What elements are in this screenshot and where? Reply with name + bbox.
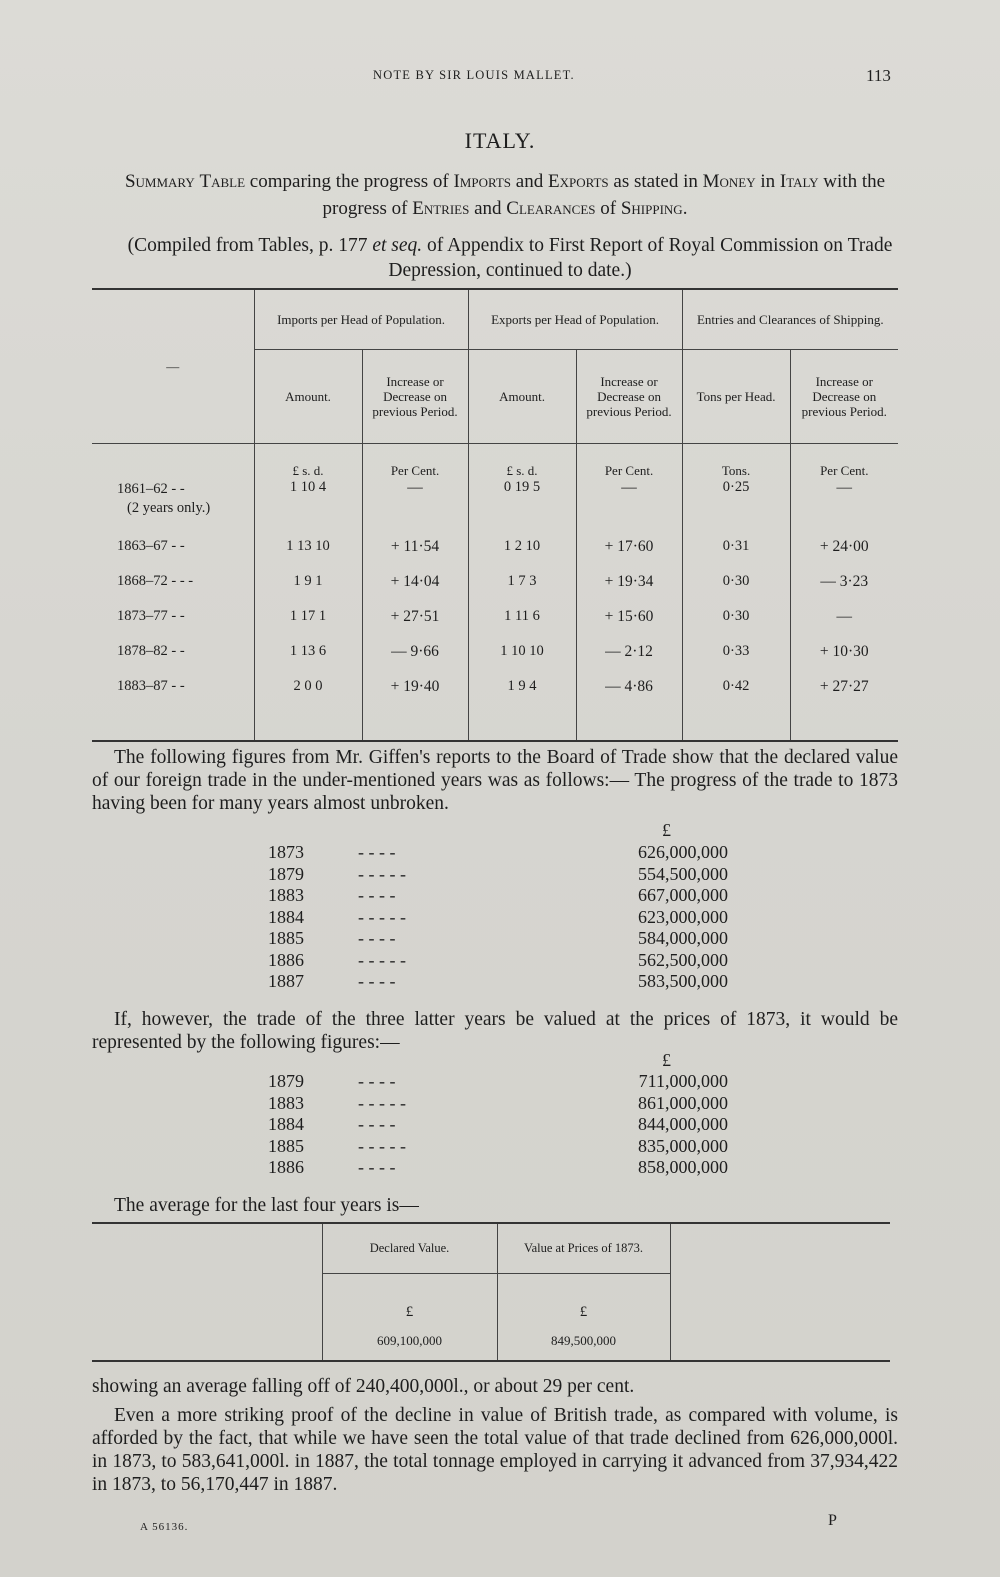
list-item: 1883 - - - - - 861,000,000 <box>268 1092 728 1113</box>
currency-symbol: £ <box>322 1273 497 1321</box>
period-label: 1878–82 - - <box>117 643 185 659</box>
imports-change: + 11·54 <box>362 529 468 564</box>
unit-label: Per Cent. <box>790 443 898 479</box>
exports-amount: 0 19 5 <box>468 479 576 529</box>
exports-change: + 17·60 <box>576 529 682 564</box>
imports-amount: 1 13 6 <box>254 634 362 669</box>
subheader: Tons per Head. <box>682 349 790 443</box>
section-title: ITALY. <box>464 128 536 153</box>
period-label: 1868–72 - - - <box>117 573 194 589</box>
table-row <box>92 564 898 599</box>
imports-change: — <box>362 479 468 529</box>
list-item: 1887 - - - - 583,500,000 <box>268 971 728 991</box>
currency-heading: £ <box>662 1050 671 1070</box>
prices-1873-header: Value at Prices of 1873. <box>497 1223 670 1273</box>
subheader: Amount. <box>468 349 576 443</box>
imports-change: — 9·66 <box>362 634 468 669</box>
currency-heading: £ <box>662 820 671 840</box>
unit-label: Tons. <box>682 443 790 479</box>
unit-label: Per Cent. <box>576 443 682 479</box>
running-title: NOTE BY SIR LOUIS MALLET. <box>373 68 575 82</box>
period-label: 1861–62 - - <box>117 481 185 497</box>
group-imports: Imports per Head of Population. <box>254 289 468 349</box>
period-label: 1883–87 - - <box>117 678 185 694</box>
subheader: Increase or Decrease on previous Period. <box>362 349 468 443</box>
table-row <box>92 599 898 634</box>
unit-label: £ s. d. <box>254 443 362 479</box>
period-label: 1863–67 - - <box>117 538 185 554</box>
list-item: 1883 - - - - 667,000,000 <box>268 885 728 905</box>
exports-amount: 1 2 10 <box>468 529 576 564</box>
signature-mark: P <box>828 1512 837 1529</box>
tons-per-head: 0·33 <box>682 634 790 669</box>
exports-amount: 1 9 4 <box>468 669 576 704</box>
exports-amount: 1 11 6 <box>468 599 576 634</box>
page-number: 113 <box>866 66 891 85</box>
imports-change: + 27·51 <box>362 599 468 634</box>
imports-change: + 14·04 <box>362 564 468 599</box>
declared-values-list <box>268 842 728 993</box>
tons-change: — 3·23 <box>790 564 898 599</box>
imports-amount: 1 17 1 <box>254 599 362 634</box>
imports-amount: 2 0 0 <box>254 669 362 704</box>
tons-change: — <box>790 599 898 634</box>
tons-change: + 24·00 <box>790 529 898 564</box>
corner-dash: — <box>92 289 254 443</box>
list-item: 1886 - - - - - 562,500,000 <box>268 949 728 970</box>
exports-change: + 19·34 <box>576 564 682 599</box>
exports-amount: 1 10 10 <box>468 634 576 669</box>
list-item: 1879 - - - - - 554,500,000 <box>268 863 728 884</box>
unit-label: Per Cent. <box>362 443 468 479</box>
exports-change: — 2·12 <box>576 634 682 669</box>
paragraph-prices-1873: If, however, the trade of the three latter years be valued at the prices of 1873, it would be represented by the following figures:— <box>92 1009 898 1053</box>
exports-change: — <box>576 479 682 529</box>
tons-per-head: 0·31 <box>682 529 790 564</box>
tons-per-head: 0·25 <box>682 479 790 529</box>
table-row <box>92 479 898 529</box>
tons-change: + 10·30 <box>790 634 898 669</box>
list-item: 1884 - - - - 844,000,000 <box>268 1114 728 1134</box>
table-row <box>92 634 898 669</box>
list-item: 1879 - - - - 711,000,000 <box>268 1071 728 1091</box>
currency-symbol: £ <box>497 1273 670 1321</box>
period-note: (2 years only.) <box>127 500 211 516</box>
exports-change: + 15·60 <box>576 599 682 634</box>
tons-change: — <box>790 479 898 529</box>
subheader: Increase or Decrease on previous Period. <box>576 349 682 443</box>
source-note: (Compiled from Tables, p. 177 et seq. of Appendix to First Report of Royal Commission on Trade Depression, continued to date.) <box>127 235 893 281</box>
paragraph-trade-values: The following figures from Mr. Giffen's reports to the Board of Trade show that the declared value of our foreign trade in the under-mentioned years was as follows:— The progress of the trade to 1873 having been for many years almost unbroken. <box>92 747 898 814</box>
tons-change: + 27·27 <box>790 669 898 704</box>
imports-amount: 1 9 1 <box>254 564 362 599</box>
exports-amount: 1 7 3 <box>468 564 576 599</box>
average-table <box>92 1222 890 1362</box>
tons-per-head: 0·30 <box>682 564 790 599</box>
period-label: 1873–77 - - <box>117 608 185 624</box>
table-row <box>92 669 898 704</box>
group-shipping: Entries and Clearances of Shipping. <box>682 289 898 349</box>
paragraph-average: The average for the last four years is— <box>114 1195 419 1216</box>
subheader: Amount. <box>254 349 362 443</box>
paragraph-tonnage: Even a more striking proof of the decline in value of British trade, as compared with volume, is afforded by the fact, that while we have seen the total value of that trade declined from 626,000,000l. in 1873, to 583,641,000l. in 1887, the total tonnage employed in carrying it advanced from 37,934,422 in 1873, to 56,170,447 in 1887. <box>92 1405 898 1495</box>
list-item: 1884 - - - - - 623,000,000 <box>268 906 728 927</box>
imports-amount: 1 13 10 <box>254 529 362 564</box>
value-at-1873-prices: 849,500,000 <box>497 1321 670 1361</box>
table-caption: Summary Table comparing the progress of Imports and Exports as stated in Money in Italy with the progress of Entries and Clearances of Shipping. <box>124 171 886 219</box>
summary-table <box>92 288 898 742</box>
list-item: 1873 - - - - 626,000,000 <box>268 842 728 862</box>
paragraph-falling-off: showing an average falling off of 240,400,000l., or about 29 per cent. <box>92 1376 635 1397</box>
adjusted-values-list <box>268 1071 728 1179</box>
group-exports: Exports per Head of Population. <box>468 289 682 349</box>
list-item: 1886 - - - - 858,000,000 <box>268 1157 728 1177</box>
exports-change: — 4·86 <box>576 669 682 704</box>
declared-value-header: Declared Value. <box>322 1223 497 1273</box>
tons-per-head: 0·42 <box>682 669 790 704</box>
list-item: 1885 - - - - 584,000,000 <box>268 928 728 948</box>
list-item: 1885 - - - - - 835,000,000 <box>268 1135 728 1156</box>
table-row <box>92 529 898 564</box>
declared-value: 609,100,000 <box>322 1321 497 1361</box>
unit-label: £ s. d. <box>468 443 576 479</box>
print-code: A 56136. <box>140 1521 189 1533</box>
imports-amount: 1 10 4 <box>254 479 362 529</box>
subheader: Increase or Decrease on previous Period. <box>790 349 898 443</box>
tons-per-head: 0·30 <box>682 599 790 634</box>
imports-change: + 19·40 <box>362 669 468 704</box>
